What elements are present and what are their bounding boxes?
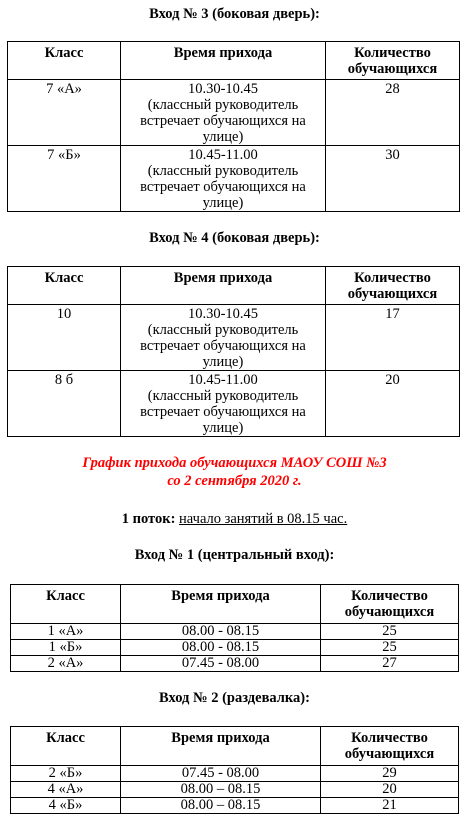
header-class: Класс: [11, 727, 121, 766]
header-time: Время прихода: [121, 585, 321, 624]
header-class: Класс: [11, 585, 121, 624]
header-time: Время прихода: [121, 42, 326, 80]
cell-time: 07.45 - 08.00: [121, 656, 321, 672]
table-row: [8, 146, 460, 212]
cell-time: 08.00 – 08.15: [121, 782, 321, 798]
cell-count: 21: [321, 798, 459, 814]
cell-count: 27: [321, 656, 459, 672]
entrance-1-table: [10, 584, 459, 672]
cell-time: 08.00 - 08.15: [121, 624, 321, 640]
cell-count: 25: [321, 640, 459, 656]
cell-time: [121, 80, 326, 146]
cell-count: 17: [326, 305, 460, 371]
cell-class: 2 «А»: [11, 656, 121, 672]
cell-class: 4 «Б»: [11, 798, 121, 814]
time-value: 10.30-10.45: [187, 81, 259, 97]
cell-time: 08.00 - 08.15: [121, 640, 321, 656]
cell-class: 7 «А»: [8, 80, 121, 146]
table-header-row: [11, 585, 459, 624]
cell-class: 1 «А»: [11, 624, 121, 640]
table-row: [8, 371, 460, 437]
header-count: Количество обучающихся: [321, 727, 459, 766]
header-count: Количество обучающихся: [326, 267, 460, 305]
cell-class: 7 «Б»: [8, 146, 121, 212]
table-row: [11, 656, 459, 672]
table-row: [11, 640, 459, 656]
cell-count: 28: [326, 80, 460, 146]
cell-class: 4 «А»: [11, 782, 121, 798]
table-row: [11, 798, 459, 814]
table-row: [11, 624, 459, 640]
time-value: 10.45-11.00: [188, 147, 258, 163]
time-note: (классный руководитель встречает обучающихся на улице): [140, 322, 306, 370]
schedule-title-line2: со 2 сентября 2020 г.: [167, 473, 302, 489]
entrance-3-title: Вход № 3 (боковая дверь):: [149, 6, 320, 22]
header-time: Время прихода: [121, 267, 326, 305]
cell-time: 07.45 - 08.00: [121, 766, 321, 782]
table-header-row: [8, 267, 460, 305]
entrance-3-table: [7, 41, 460, 212]
stream-line: [0, 511, 469, 527]
cell-class: 1 «Б»: [11, 640, 121, 656]
time-note: (классный руководитель встречает обучающихся на улице): [140, 97, 306, 145]
time-value: 10.45-11.00: [188, 372, 258, 388]
header-class: Класс: [8, 267, 121, 305]
entrance-2-table: [10, 726, 459, 814]
stream-text: начало занятий в 08.15 час.: [179, 511, 348, 527]
schedule-title-line1: График прихода обучающихся МАОУ СОШ №3: [82, 455, 387, 471]
cell-count: 30: [326, 146, 460, 212]
header-count: Количество обучающихся: [326, 42, 460, 80]
header-time: Время прихода: [121, 727, 321, 766]
time-note: (классный руководитель встречает обучающихся на улице): [140, 388, 306, 436]
entrance-4-table: [7, 266, 460, 437]
table-row: [8, 80, 460, 146]
cell-class: 2 «Б»: [11, 766, 121, 782]
cell-time: [121, 146, 326, 212]
cell-class: 10: [8, 305, 121, 371]
entrance-4-title: Вход № 4 (боковая дверь):: [149, 230, 320, 246]
cell-time: [121, 305, 326, 371]
time-value: 10.30-10.45: [187, 306, 259, 322]
cell-class: 8 б: [8, 371, 121, 437]
table-header-row: [11, 727, 459, 766]
cell-count: 29: [321, 766, 459, 782]
cell-count: 20: [326, 371, 460, 437]
cell-time: [121, 371, 326, 437]
entrance-2-title: Вход № 2 (раздевалка):: [159, 690, 310, 706]
table-header-row: [8, 42, 460, 80]
cell-count: 20: [321, 782, 459, 798]
header-count: Количество обучающихся: [321, 585, 459, 624]
cell-time: 08.00 – 08.15: [121, 798, 321, 814]
table-row: [8, 305, 460, 371]
time-note: (классный руководитель встречает обучающихся на улице): [140, 163, 306, 211]
stream-label: 1 поток:: [121, 511, 176, 527]
table-row: [11, 766, 459, 782]
cell-count: 25: [321, 624, 459, 640]
header-class: Класс: [8, 42, 121, 80]
table-row: [11, 782, 459, 798]
entrance-1-title: Вход № 1 (центральный вход):: [134, 547, 335, 563]
